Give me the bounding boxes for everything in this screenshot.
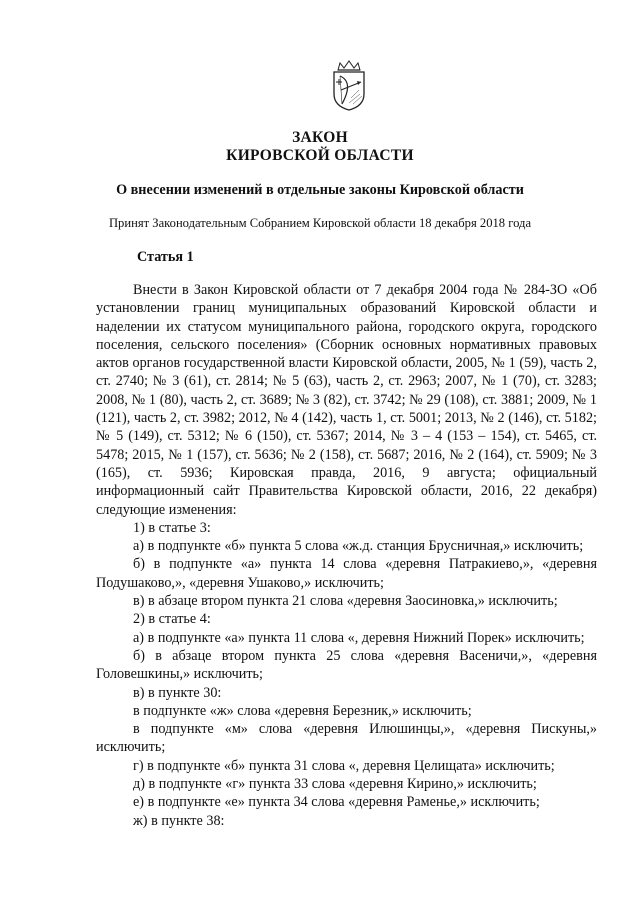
list-item: а) в подпункте «б» пункта 5 слова «ж.д. станция Брусничная,» исключить; (133, 538, 584, 555)
law-title: ЗАКОН (292, 129, 348, 146)
list-item: в подпункте «м» слова «деревня Илюшинцы,», «деревня Пискуны,» исключить; (96, 721, 597, 756)
list-item: в) в пункте 30: (133, 684, 222, 701)
article-heading: Статья 1 (137, 249, 194, 265)
list-item: а) в подпункте «а» пункта 11 слова «, деревня Нижний Порек» исключить; (133, 629, 585, 646)
list-item: в подпункте «ж» слова «деревня Березник,» исключить; (133, 702, 472, 719)
list-item: е) в подпункте «е» пункта 34 слова «деревня Раменье,» исключить; (133, 794, 540, 811)
region-title: КИРОВСКОЙ ОБЛАСТИ (226, 147, 414, 164)
law-subtitle: О внесении изменений в отдельные законы Кировской области (116, 182, 524, 198)
adoption-note: Принят Законодательным Собранием Кировской области 18 декабря 2018 года (108, 216, 532, 230)
list-item: г) в подпункте «б» пункта 31 слова «, деревня Целищата» исключить; (133, 757, 555, 774)
list-item: б) в абзаце втором пункта 25 слова «деревня Васеничи,», «деревня Головешкины,» исключить; (96, 647, 597, 683)
coat-of-arms-emblem (329, 60, 369, 112)
list-item: 2) в статье 4: (133, 611, 211, 628)
intro-paragraph: Внести в Закон Кировской области от 7 декабря 2004 года № 284-ЗО «Об установлении границ муниципальных образований Кировской области и наделении их статусом муниципального района, городского округа, городского поселения, сельского поселения» (Сборник основных нормативных правовых актов органов государственной власти Кировской области, 2005, № 1 (59), часть 2, ст. 2740; № 3 (61), ст. 2814; № 5 (63), часть 2, ст. 2963; 2007, № 1 (70), ст. 3283; 2008, № 1 (80), часть 2, ст. 3689; № 3 (82), ст. 3742; № 29 (108), ст. 3881; 2009, № 1 (121), часть 2, ст. 3982; 2012, № 4 (142), часть 1, ст. 5001; 2013, № 2 (146), ст. 5182; № 5 (149), ст. 5312; № 6 (150), ст. 5367; 2014, № 3 – 4 (153 – 154), ст. 5465, ст. 5478; 2015, № 1 (157), ст. 5636; № 2 (158), ст. 5687; 2016, № 2 (164), ст. 5909; № 3 (165), ст. 5936; Кировская правда, 2016, 9 августа; официальный информационный сайт Правительства Кировской области, 2016, 22 декабря) следующие изменения: (96, 282, 597, 518)
list-item: 1) в статье 3: (133, 519, 211, 536)
list-item: д) в подпункте «г» пункта 33 слова «деревня Кирино,» исключить; (133, 776, 537, 793)
list-item: ж) в пункте 38: (133, 812, 225, 829)
article-body (96, 281, 597, 830)
list-item: б) в подпункте «а» пункта 14 слова «деревня Патракиево,», «деревня Подушаково,», «деревня Ушаково,» исключить; (96, 556, 597, 591)
list-item: в) в абзаце втором пункта 21 слова «деревня Заосиновка,» исключить; (133, 593, 558, 610)
